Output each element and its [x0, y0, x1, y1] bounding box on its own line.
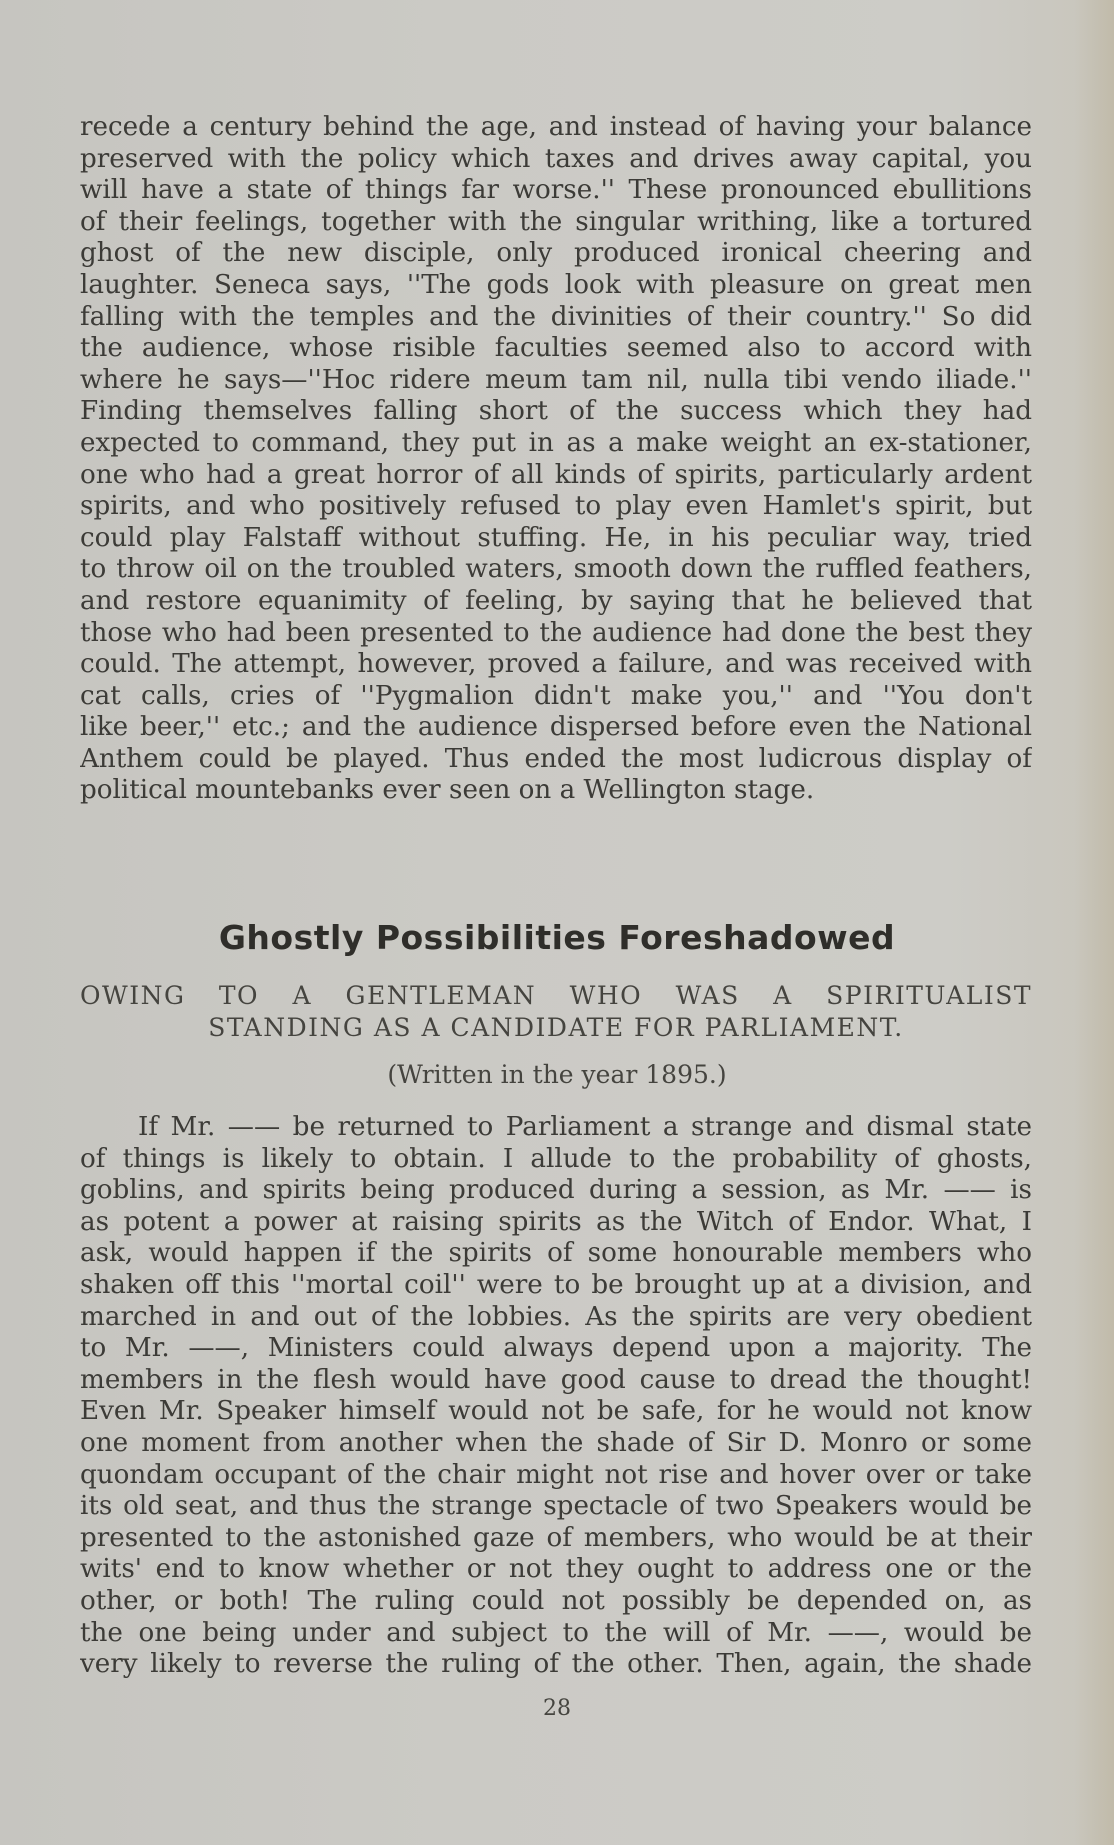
section-subtitle [80, 980, 1032, 1044]
text-line: cat calls, cries of ''Pygmalion didn't make you,'' and ''You don't [80, 680, 1032, 711]
text-line: very likely to reverse the ruling of the other. Then, again, the shade [80, 1649, 1032, 1680]
text-line: preserved with the policy which taxes and drives away capital, you [80, 143, 1032, 174]
text-line: Even Mr. Speaker himself would not be safe, for he would not know [80, 1396, 1032, 1427]
text-line: Finding themselves falling short of the success which they had [80, 396, 1032, 427]
text-line: laughter. Seneca says, ''The gods look with pleasure on great men [80, 269, 1032, 300]
text-line: Anthem could be played. Thus ended the most ludicrous display of [80, 743, 1032, 774]
text-line: quondam occupant of the chair might not rise and hover over or take [80, 1459, 1032, 1490]
written-date-note: (Written in the year 1895.) [387, 1060, 727, 1089]
text-line: could play Falstaff without stuffing. He, in his peculiar way, tried [80, 522, 1032, 553]
text-line: of things is likely to obtain. I allude to the probability of ghosts, [80, 1143, 1032, 1174]
text-line: like beer,'' etc.; and the audience dispersed before even the National [80, 712, 1032, 743]
text-line: its old seat, and thus the strange spectacle of two Speakers would be [80, 1491, 1032, 1522]
section-title: Ghostly Possibilities Foreshadowed [218, 918, 896, 957]
body-paragraph-2 [80, 1112, 1032, 1681]
text-line: could. The attempt, however, proved a failure, and was received with [80, 649, 1032, 680]
text-line: the one being under and subject to the will of Mr. ——, would be [80, 1617, 1032, 1648]
text-line: members in the flesh would have good cause to dread the thought! [80, 1364, 1032, 1395]
text-line: recede a century behind the age, and instead of having your balance [80, 112, 1032, 142]
subtitle-line-2: STANDING AS A CANDIDATE FOR PARLIAMENT. [208, 1013, 904, 1042]
text-line: and restore equanimity of feeling, by saying that he believed that [80, 585, 1032, 616]
text-line: falling with the temples and the divinities of their country.'' So did [80, 301, 1032, 332]
text-line: to throw oil on the troubled waters, smooth down the ruffled feathers, [80, 554, 1032, 585]
text-line: goblins, and spirits being produced during a session, as Mr. —— is [80, 1175, 1032, 1206]
text-line: to Mr. ——, Ministers could always depend upon a majority. The [80, 1333, 1032, 1364]
text-line: ask, would happen if the spirits of some honourable members who [80, 1238, 1032, 1269]
subtitle-line-1: OWING TO A GENTLEMAN WHO WAS A SPIRITUALIST [80, 981, 1032, 1010]
text-line: those who had been presented to the audience had done the best they [80, 617, 1032, 648]
text-line: one who had a great horror of all kinds of spirits, particularly ardent [80, 459, 1032, 490]
text-line: expected to command, they put in as a make weight an ex-stationer, [80, 427, 1032, 458]
page-number: 28 [543, 1696, 571, 1721]
text-line: wits' end to know whether or not they ought to address one or the [80, 1554, 1032, 1585]
text-line: presented to the astonished gaze of members, who would be at their [80, 1522, 1032, 1553]
text-line: one moment from another when the shade of Sir D. Monro or some [80, 1427, 1032, 1458]
text-line: the audience, whose risible faculties seemed also to accord with [80, 333, 1032, 364]
text-line: shaken off this ''mortal coil'' were to be brought up at a division, and [80, 1269, 1032, 1300]
text-line: marched in and out of the lobbies. As the spirits are very obedient [80, 1301, 1032, 1332]
text-line: If Mr. —— be returned to Parliament a strange and dismal state [138, 1112, 1032, 1142]
text-line: will have a state of things far worse.'' These pronounced ebullitions [80, 175, 1032, 206]
text-line: spirits, and who positively refused to play even Hamlet's spirit, but [80, 491, 1032, 522]
text-line: other, or both! The ruling could not possibly be depended on, as [80, 1585, 1032, 1616]
body-paragraph-1 [80, 112, 1032, 807]
text-line: of their feelings, together with the singular writhing, like a tortured [80, 206, 1032, 237]
text-line: as potent a power at raising spirits as the Witch of Endor. What, I [80, 1206, 1032, 1237]
text-line: where he says—''Hoc ridere meum tam nil, nulla tibi vendo iliade.'' [80, 364, 1032, 395]
text-line: ghost of the new disciple, only produced ironical cheering and [80, 238, 1032, 269]
text-line: political mountebanks ever seen on a Wellington stage. [80, 775, 815, 806]
